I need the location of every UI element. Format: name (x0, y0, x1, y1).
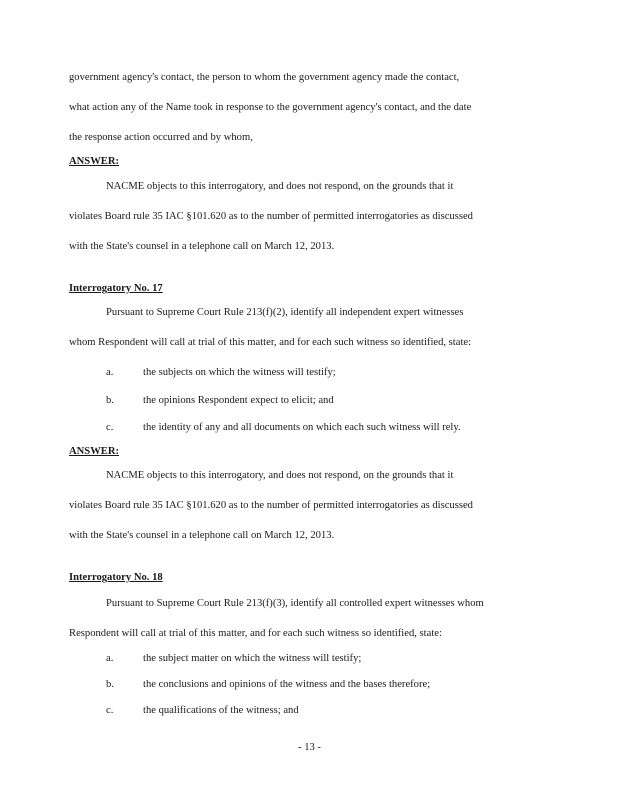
answer-heading: ANSWER: (69, 156, 120, 167)
list-item-text: the identity of any and all documents on which each such witness will rely. (143, 422, 461, 433)
interrogatory-18-line: Pursuant to Supreme Court Rule 213(f)(3), identify all controlled expert witnesses whom (106, 598, 484, 609)
continuation-line-2: what action any of the Name took in response to the government agency's contact, and the date (69, 102, 472, 113)
list-item-letter: b. (106, 395, 114, 406)
answer-heading: ANSWER: (69, 446, 120, 457)
list-item-letter: a. (106, 367, 114, 378)
answer-paragraph-line: with the State's counsel in a telephone call on March 12, 2013. (69, 241, 335, 252)
list-item-text: the subjects on which the witness will testify; (143, 367, 336, 378)
list-item-text: the conclusions and opinions of the witness and the bases therefore; (143, 679, 431, 690)
list-item-letter: b. (106, 679, 114, 690)
answer-paragraph-line: violates Board rule 35 IAC §101.620 as to the number of permitted interrogatories as discussed (69, 211, 473, 222)
interrogatory-17-line: Pursuant to Supreme Court Rule 213(f)(2), identify all independent expert witnesses (106, 307, 464, 318)
answer-paragraph-line: NACME objects to this interrogatory, and does not respond, on the grounds that it (106, 181, 454, 192)
answer-paragraph-line: NACME objects to this interrogatory, and does not respond, on the grounds that it (106, 470, 454, 481)
list-item-letter: a. (106, 653, 114, 664)
continuation-line-3: the response action occurred and by whom, (69, 132, 253, 143)
page-number: - 13 - (298, 742, 321, 753)
continuation-line-1: government agency's contact, the person to whom the government agency made the contact, (69, 72, 460, 83)
answer-paragraph-line: with the State's counsel in a telephone call on March 12, 2013. (69, 530, 335, 541)
list-item-text: the qualifications of the witness; and (143, 705, 299, 716)
answer-paragraph-line: violates Board rule 35 IAC §101.620 as to the number of permitted interrogatories as discussed (69, 500, 473, 511)
interrogatory-17-line: whom Respondent will call at trial of this matter, and for each such witness so identified, state: (69, 337, 472, 348)
interrogatory-18-heading: Interrogatory No. 18 (69, 572, 163, 583)
list-item-letter: c. (106, 422, 114, 433)
list-item-letter: c. (106, 705, 114, 716)
list-item-text: the subject matter on which the witness will testify; (143, 653, 362, 664)
interrogatory-18-line: Respondent will call at trial of this matter, and for each such witness so identified, state: (69, 628, 442, 639)
interrogatory-17-heading: Interrogatory No. 17 (69, 283, 163, 294)
list-item-text: the opinions Respondent expect to elicit; and (143, 395, 334, 406)
